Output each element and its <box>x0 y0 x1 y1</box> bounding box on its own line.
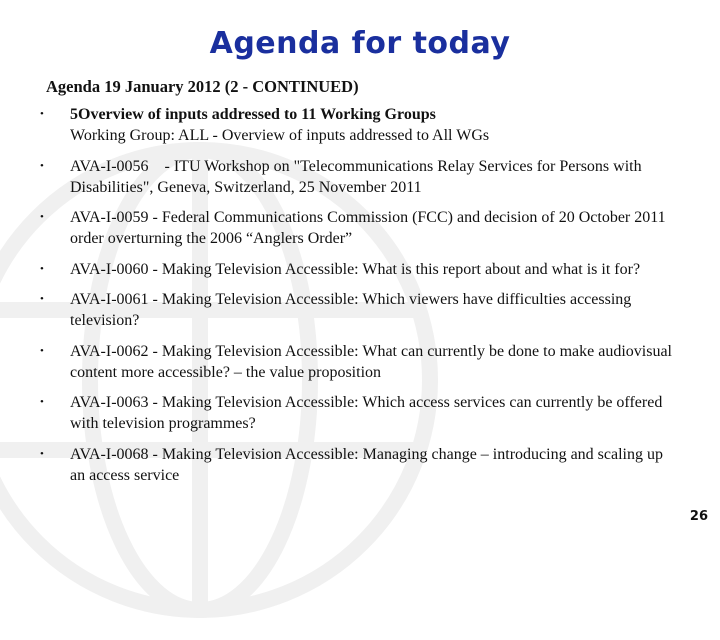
agenda-list <box>40 104 680 495</box>
item-text: AVA-I-0061 - Making Television Accessible: Which viewers have difficulties accessing television? <box>70 291 632 329</box>
item-heading: 5Overview of inputs addressed to 11 Working Groups <box>70 106 436 123</box>
list-item <box>40 104 680 146</box>
list-item <box>40 289 680 331</box>
agenda-subtitle: Agenda 19 January 2012 (2 - CONTINUED) <box>46 77 359 96</box>
list-item <box>40 341 680 383</box>
item-text: AVA-I-0063 - Making Television Accessible: Which access services can currently be offered with television programmes? <box>70 394 663 432</box>
list-item <box>40 156 680 198</box>
list-item <box>40 207 680 249</box>
page-title: Agenda for today <box>209 26 511 61</box>
item-detail: Working Group: ALL - Overview of inputs addressed to All WGs <box>70 127 490 144</box>
bullet: • <box>40 344 44 357</box>
list-item <box>40 259 680 280</box>
list-item <box>40 444 680 486</box>
bullet: • <box>40 159 44 172</box>
bullet: • <box>40 108 44 120</box>
item-text: AVA-I-0062 - Making Television Accessible: What can currently be done to make audiovisual content more accessible? – the value proposition <box>70 342 672 381</box>
bullet: • <box>40 262 44 275</box>
bullet: • <box>40 293 44 305</box>
list-item <box>40 392 680 434</box>
page-number: 26 <box>689 509 708 524</box>
item-text: AVA-I-0059 - Federal Communications Commission (FCC) and decision of 20 October 2011 order overturning the 2006 “Anglers Order” <box>70 209 666 247</box>
bullet: • <box>40 447 44 460</box>
item-text: AVA-I-0056 - ITU Workshop on "Telecommunications Relay Services for Persons with Disabilities", Geneva, Switzerland, 25 November 2011 <box>70 157 646 196</box>
item-text: AVA-I-0068 - Making Television Accessible: Managing change – introducing and scaling up an access service <box>70 445 663 484</box>
item-text: AVA-I-0060 - Making Television Accessible: What is this report about and what is it for? <box>70 260 641 278</box>
bullet: • <box>40 396 44 408</box>
bullet: • <box>40 211 44 223</box>
